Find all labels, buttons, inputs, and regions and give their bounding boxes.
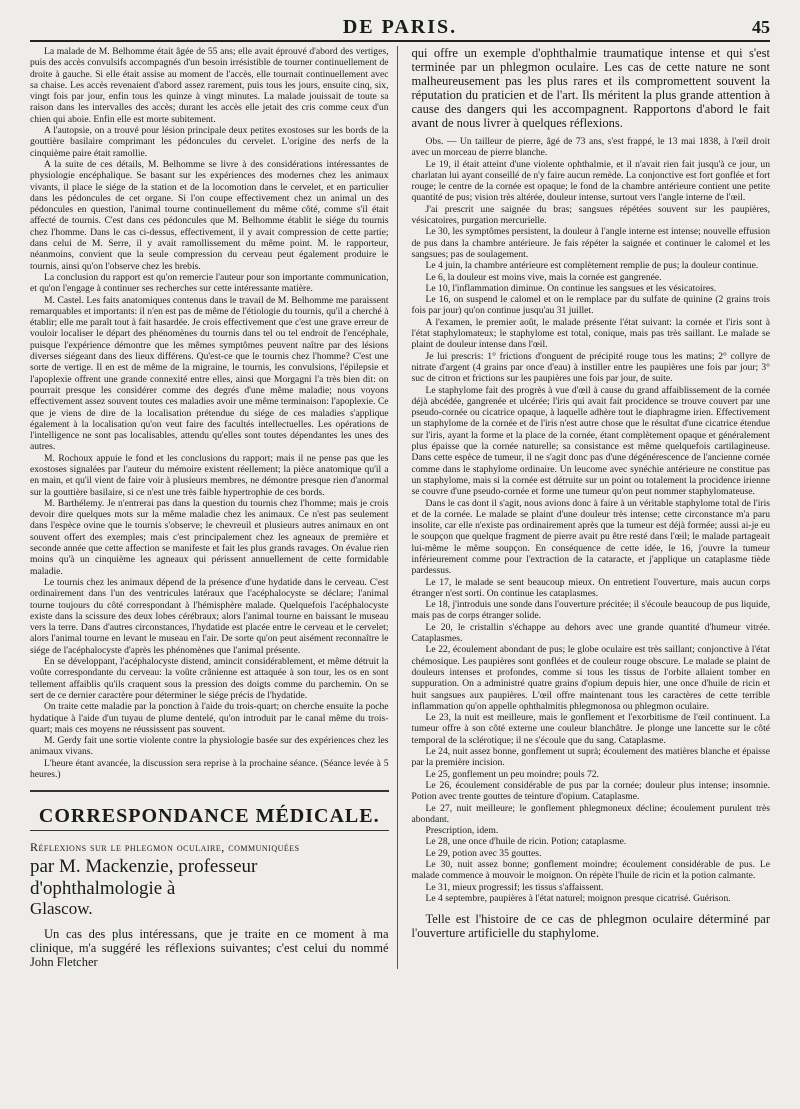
page-number: 45 bbox=[752, 17, 770, 37]
running-title: DE PARIS. bbox=[342, 16, 458, 38]
paragraph: On traite cette maladie par la ponction à l'aide du trois-quart; on cherche ensuite la poche hydatique à l'aide d'un tuyau de plume dentelé, qu'on introduit par le canal même du trois-quart; mais ces moyens ne réussissent pas souvent. bbox=[30, 701, 389, 735]
article-title-line: Réflexions sur le phlegmon oculaire, communiquées bbox=[30, 840, 300, 855]
paragraph: Dans le cas dont il s'agit, nous avions donc à faire à un véritable staphylome total de l'iris et de la cornée. Le malade se plaint d'une douleur très intense; cette circonstance m'a paru insolite, car elle n'existe pas ordinairement après que la tumeur est déjà formée; aussi ai-je eu le soupçon que quelque fragment de pierre avait pu être resté dans l'œil; le malade partageait lui-même le même soupçon. En conséquence de cette idée, le 16, j'ouvre la tumeur inférieurement comme pour l'extraction de la cataracte, et j'applique un cataplasme tiède pardessus. bbox=[411, 497, 770, 577]
paragraph: M. Castel. Les faits anatomiques contenus dans le travail de M. Belhomme me paraissent remarquables et importants: il n'en est pas de même de l'étiologie du tournis, qu'il a cherché à établir; elle me paraît tout à fait hasardée. Je crois effectivement que c'est une grave erreur de vouloir localiser le départ des phénomènes du tournis dans tel ou tel endroit de l'encéphale, puisque l'expérience démontre que les mêmes symptômes peuvent naître par des lésions diverses siégeant dans des lieux différens. Qu'est-ce que le tournis chez l'homme? C'est une sorte de vertige. Il en est de même de la migraine, le tournis, les convulsions, l'épilepsie et l'apoplexie offrent une grande connexité entre elles, ainsi que Morgagni l'a très bien dit: on pourrait presque les considérer comme des degrés d'une même maladie; nous voyons effectivement assez souvent toutes ces maladies avoir une même terminaison: l'apoplexie. Ce que je viens de dire de la localisation prétendue du siége de ces maladies s'applique également à la localisation qu'on veut faire des facultés intellectuelles. Les opérations de l'intelligence ne sont pas localisables, attendu qu'elles sont toutes dépendantes les unes des autres. bbox=[30, 294, 389, 453]
paragraph: Le 16, on suspend le calomel et on le remplace par du sulfate de quinine (2 grains trois fois par jour) qu'on continue jusqu'au 31 juillet. bbox=[411, 294, 770, 317]
paragraph: Le 27, nuit meilleure; le gonflement phlegmoneux décline; écoulement purulent très abondant. bbox=[411, 802, 770, 825]
left-column bbox=[30, 46, 398, 969]
paragraph: Le 4 juin, la chambre antérieure est complètement remplie de pus; la douleur continue. bbox=[425, 260, 759, 272]
paragraph: J'ai prescrit une saignée du bras; sangsues répétées souvent sur les paupières, vésicatoires, purgation mercurielle. bbox=[411, 203, 770, 227]
right-column bbox=[412, 46, 771, 969]
paragraph: Je lui prescris: 1° frictions d'onguent de précipité rouge tous les matins; 2° collyre de nitrate d'argent (4 grains par once d'eau) à instiller entre les paupières une fois par jour; 3° suc de citron et frictions sur les paupières une fois par jour, de suite. bbox=[411, 350, 770, 385]
paragraph: Le 23, la nuit est meilleure, mais le gonflement et l'exorbitisme de l'œil continuent. La tumeur offre à son côté externe une couleur blanchâtre. Je plonge une lancette sur le côté temporal de la sclérotique; il ne s'écoule que du sang. Cataplasme. bbox=[411, 712, 770, 746]
section-separator bbox=[30, 790, 389, 793]
closing-paragraph: Telle est l'histoire de ce cas de phlegmon oculaire déterminé par l'ouverture artificielle du staphylome. bbox=[411, 912, 770, 941]
paragraph: L'heure étant avancée, la discussion sera reprise à la prochaine séance. (Séance levée à 5 heures.) bbox=[30, 757, 389, 780]
paragraph: M. Barthélemy. Je n'entrerai pas dans la question du tournis chez l'homme; mais je crois devoir dire quelques mots sur la même maladie chez les animaux. Ce n'est pas seulement dans l'espèce ovine que le tournis s'observe; le chevreuil et plusieurs autres animaux en ont souvent offert des exemples; mais c'est principalement chez les agneaux de première et seconde année que cette affection se manifeste et fait les plus grands ravages. On évalue rien moins qu'à un cinquième les agneaux qui périssent annuellement de cette formidable maladie. bbox=[30, 497, 389, 577]
paragraph: La malade de M. Belhomme était âgée de 55 ans; elle avait éprouvé d'abord des vertiges, puis des accès convulsifs accompagnés d'un besoin irrésistible de tourner continuellement de droite à gauche. Si elle était assise au moment de l'accès, elle tournait continuellement avec sa chaise. Les accès revenaient d'abord assez rarement, puis tous les jours, ensuite cinq, six, vingt fois par jour, enfin tous les quinze à vingt minutes. La malade jouissait de toute sa raison dans les intervalles des accès; durant les accès elle jetait des cris comme ceux d'un chien qui aboie. Enfin elle est morte subitement. bbox=[30, 46, 389, 125]
article-title-line: par M. Mackenzie, professeur d'ophthalmologie à bbox=[30, 856, 258, 900]
paragraph: Obs. — Un tailleur de pierre, âgé de 73 ans, s'est frappé, le 13 mai 1838, à l'œil droit avec un morceau de pierre blanche. bbox=[411, 136, 770, 159]
article-title bbox=[30, 839, 389, 917]
paragraph: Le 25, gonflement un peu moindre; pouls 72. bbox=[425, 768, 599, 780]
paragraph: En se développant, l'acéphalocyste distend, amincit considérablement, et même détruit la voûte correspondante du cerveau: la voûte crânienne est attaquée à son tour, les os en sont tellement affaiblis qu'ils craquent sous la pression des doigts comme du parchemin. On se sert de ce dernier caractère pour déterminer le siége précis de l'hydatide. bbox=[30, 656, 389, 701]
paragraph: Le 4 septembre, paupières à l'état naturel; moignon presque cicatrisé. Guérison. bbox=[425, 892, 731, 904]
paragraph: A l'autopsie, on a trouvé pour lésion principale deux petites exostoses sur les bords de la gouttière basilaire comprimant les pédoncules du cervelet. L'origine des nerfs de la cinquième paire était ramollie. bbox=[30, 125, 389, 159]
paragraph: La conclusion du rapport est qu'on remercie l'auteur pour son importante communication, et qu'on l'engage à continuer ses recherches sur cette intéressante matière. bbox=[30, 271, 389, 295]
article-intro: Un cas des plus intéressans, que je traite en ce moment à ma clinique, m'a suggéré les réflexions suivantes; c'est celui du nommé John Fletcher bbox=[30, 927, 389, 970]
paragraph: Le 20, le cristallin s'échappe au dehors avec une grande quantité d'humeur vitrée. Cataplasmes. bbox=[411, 621, 770, 645]
text-columns bbox=[30, 46, 770, 969]
article-title-line: Glascow. bbox=[30, 899, 93, 919]
paragraph: Le staphylome fait des progrès à vue d'œil à cause du grand affaiblissement de la cornée déjà abcédée, gangrenée et ulcérée; l'iris qui avait fait procidence se trouve couvert par une pseudo-cornée ou cicatrice opaque, à laquelle adhère tout le diaphragme irien. Effectivement un staphylome de la cornée et de l'iris n'est autre chose que le résultat d'une cicatrice étendue sur l'iris, ayant la forme et la place de la cornée, étant complètement opaque et généralement plus épaisse que la cornée naturelle; sa consistance est même quelquefois cartilagineuse. Dans cette espèce de tumeur, il ne s'agit donc pas d'une dégénérescence de l'ancienne cornée comme dans le staphylome ordinaire. Un leucome avec synéchie antérieure ne constitue pas un staphylome, mais si la cornée est détruite sur un point ou totalement la procidence irienne se couvre d'une pseudo-cornée et forme une tumeur qu'on peut nommer staphylomateuse. bbox=[411, 384, 770, 498]
paragraph: Le 30, les symptômes persistent, la douleur à l'angle interne est intense; nouvelle effusion de pus dans la chambre antérieure. Je fais répéter la saignée et continuer le calomel et les sangsues; pas de soulagement. bbox=[411, 226, 770, 260]
paragraph: Le 19, il était atteint d'une violente ophthalmie, et il n'avait rien fait jusqu'à ce jour, un charlatan lui ayant conseillé de n'y faire aucun remède. La conjonctive est fort gonflée et fort rouge; le centre de la cornée est opaque; le fond de la chambre antérieure contient une petite quantité de pus; vision très altérée, douleur intense, surtout vers l'angle interne de l'œil. bbox=[411, 158, 770, 204]
paragraph: Le 18, j'introduis une sonde dans l'ouverture précitée; il s'écoule beaucoup de pus liquide, mais pas de corps étranger solide. bbox=[411, 599, 770, 622]
paragraph: M. Gerdy fait une sortie violente contre la physiologie basée sur des expériences chez les animaux vivans. bbox=[30, 735, 389, 758]
paragraph: M. Rochoux appuie le fond et les conclusions du rapport; mais il ne pense pas que les exostoses signalées par l'auteur du mémoire existent réellement; la pièce anatomique qu'il a en main, et qu'il vient de faire voir à plusieurs membres, ne démontre presque rien d'anormal sur la gouttière basilaire, si ce n'est une très faible hypertrophie de ces bords. bbox=[30, 452, 389, 498]
paragraph: A la suite de ces détails, M. Belhomme se livre à des considérations intéressantes de physiologie encéphalique. Se basant sur les expériences des modernes chez les animaux vivants, il place le siége de la station et de la locomotion dans le cervelet, et en particulier dans les pédoncules de cet organe. Si l'on coupe effectivement chez un animal un des pédoncules en question, l'animal tourne continuellement du même côté, comme s'il était affecté de tournis. C'est dans ces pédoncules que M. Belhomme établit le siége du tournis chez l'homme. Dans le cas ci-dessus, effectivement, il y avait compression de cette partie; dans celui de M. Serre, il y avait ramollissement du même point. M. le rapporteur, néanmoins, convient que la seule compression du cerveau peut également produire le tournis, ainsi qu'on l'observe chez les brebis. bbox=[30, 158, 389, 272]
paragraph: Le 22, écoulement abondant de pus; le globe oculaire est très saillant; conjonctive à l'état chémosique. Les paupières sont gonflées et de couleur rouge obscure. Le malade se plaint de douleurs intenses et profondes, comme si tous les tissus de l'orbite allaient tomber en suppuration. On a administré quatre grains d'opium depuis hier, une once d'huile de ricin et huit sangsues aux paupières. L'œil offre maintenant tous les caractères de cette terrible inflammation qu'on appelle ophthalmitis phlegmonosa ou phlegmon oculaire. bbox=[411, 644, 770, 712]
article-continuation: qui offre un exemple d'ophthalmie traumatique intense et qui s'est terminée par un phlegmon oculaire. Les cas de cette nature ne sont malheureusement pas les plus rares et ils compromettent souvent la réputation du praticien et de l'art. Ils méritent la plus grande attention à cause des dangers qui les accompagnent. Rapportons d'abord le fait avant de nous livrer à quelques réflexions. bbox=[411, 46, 770, 130]
paragraph: Le 10, l'inflammation diminue. On continue les sangsues et les vésicatoires. bbox=[425, 282, 717, 294]
paragraph: Le 30, nuit assez bonne; gonflement moindre; écoulement considérable de pus. Le malade commence à mouvoir le moignon. On répète l'huile de ricin et la potion calmante. bbox=[411, 859, 770, 882]
paragraph: Le 29, potion avec 35 gouttes. bbox=[425, 847, 542, 859]
section-title: CORRESPONDANCE MÉDICALE. bbox=[30, 805, 389, 831]
paragraph: Le 28, une once d'huile de ricin. Potion; cataplasme. bbox=[425, 836, 627, 848]
paragraph: Le 17, le malade se sent beaucoup mieux. On entretient l'ouverture, mais aucun corps étranger n'est sorti. On continue les cataplasmes. bbox=[411, 576, 770, 599]
paragraph: Le 6, la douleur est moins vive, mais la cornée est gangrenée. bbox=[425, 271, 662, 283]
paragraph: Le 24, nuit assez bonne, gonflement ut suprà; écoulement des matières blanche et épaisse par la première incision. bbox=[411, 746, 770, 769]
paragraph: Le 31, mieux progressif; les tissus s'affaissent. bbox=[425, 881, 604, 893]
paragraph: Le 26, écoulement considérable de pus par la cornée; douleur plus intense; insomnie. Potion avec trente gouttes de teinture d'opium. Cataplasme. bbox=[411, 779, 770, 803]
paragraph: Le tournis chez les animaux dépend de la présence d'une hydatide dans le cerveau. C'est ordinairement dans l'un des ventricules latéraux que l'acéphalocyste se déclare; l'animal tourne toujours du côté correspondant à l'hémisphère malade. Quelquefois l'acéphalocyste existe dans la scissure des deux lobes cérébraux; alors l'animal tourne en baissant le museau vers la terre. Dans d'autres circonstances, l'hydatide est placée entre le cerveau et le cervelet; alors l'animal tourne en levant le museau en l'air. De sorte qu'on peut aisément reconnaître le siége de l'acéphalocyste d'après les phénomènes que l'animal présente. bbox=[30, 576, 389, 656]
paragraph: A l'examen, le premier août, le malade présente l'état suivant: la cornée et l'iris sont à l'état staphylomateux; le staphylome est total, conique, mais pas très saillant. Le malade se plaint de douleur intense dans l'œil. bbox=[411, 316, 770, 351]
paragraph: Prescription, idem. bbox=[425, 825, 499, 837]
running-header bbox=[30, 14, 770, 42]
